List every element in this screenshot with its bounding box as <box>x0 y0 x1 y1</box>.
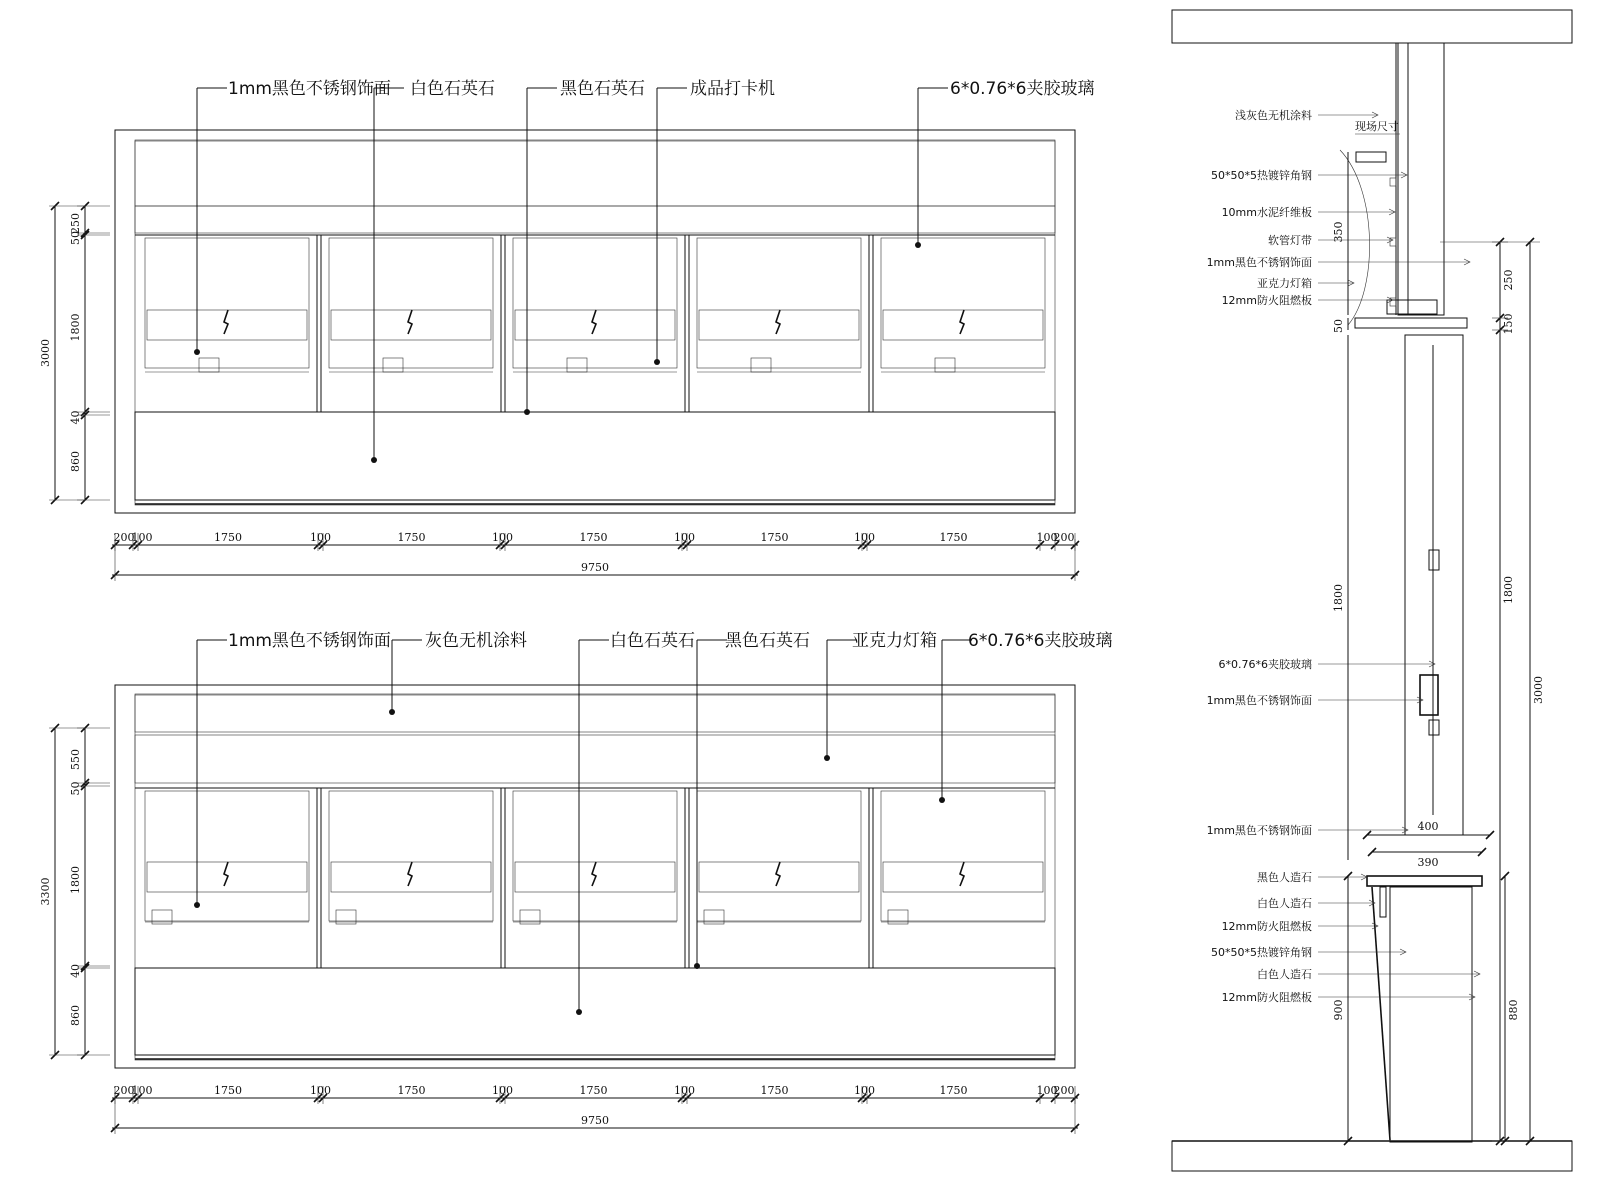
callout-label: 白色石英石 <box>410 79 495 99</box>
dim-label: 100 <box>1036 531 1058 544</box>
dim-label: 250 <box>69 213 82 234</box>
section-callout: 12mm防火阻燃板 <box>1221 991 1312 1004</box>
stone-base <box>135 968 1055 1055</box>
dim-label: 860 <box>69 451 82 472</box>
dim-label: 1750 <box>214 1084 242 1097</box>
site-dim-note: 现场尺寸 <box>1355 120 1399 133</box>
dim-label: 100 <box>674 531 695 544</box>
section-callout: 10mm水泥纤维板 <box>1221 206 1312 219</box>
squiggle-mark <box>592 310 596 334</box>
callout-label: 灰色无机涂料 <box>425 631 527 651</box>
leader-dot <box>576 1009 582 1015</box>
leader-dot <box>915 242 921 248</box>
dim-label: 1750 <box>397 1084 426 1097</box>
dim-label: 1750 <box>214 531 242 544</box>
squiggle-mark <box>408 310 412 334</box>
callout-label: 1mm黑色不锈钢饰面 <box>228 631 391 651</box>
counter-top <box>1367 876 1482 886</box>
dim-label: 200 <box>113 531 135 544</box>
outer-frame <box>115 130 1075 513</box>
section-callout: 50*50*5热镀锌角钢 <box>1211 169 1312 182</box>
dim-label: 100 <box>854 531 875 544</box>
callout-label: 成品打卡机 <box>690 79 775 99</box>
bolt <box>1390 178 1396 186</box>
ceiling-slab <box>1172 10 1572 43</box>
callout-label: 亚克力灯箱 <box>852 631 937 651</box>
dim-label: 100 <box>854 1084 875 1097</box>
callout-label: 白色石英石 <box>610 631 695 651</box>
glass-pane <box>513 791 677 921</box>
section-callout: 6*0.76*6夹胶玻璃 <box>1218 658 1312 671</box>
glass-pane <box>145 238 309 368</box>
squiggle-mark <box>960 310 964 334</box>
glass-pane <box>145 791 309 921</box>
section-callout: 12mm防火阻燃板 <box>1221 920 1312 933</box>
dim-label: 1750 <box>579 1084 608 1097</box>
dim-label: 550 <box>69 749 82 770</box>
dim-label: 40 <box>69 964 82 978</box>
dim-label: 100 <box>310 1084 331 1097</box>
section-callout: 1mm黑色不锈钢饰面 <box>1206 824 1312 837</box>
squiggle-mark <box>960 862 964 886</box>
dim-label: 100 <box>492 1084 513 1097</box>
dim-label: 390 <box>1417 856 1439 869</box>
dim-label: 50 <box>69 781 82 796</box>
section-view <box>1172 10 1572 1171</box>
leader-dot <box>694 963 700 969</box>
section-callout: 亚克力灯箱 <box>1257 277 1312 290</box>
dim-label: 40 <box>69 410 82 425</box>
leader-dot <box>654 359 660 365</box>
section-callout: 白色人造石 <box>1257 968 1312 981</box>
glazing-column <box>1405 335 1463 835</box>
leader-dot <box>524 409 530 415</box>
squiggle-mark <box>776 862 780 886</box>
glass-pane <box>697 238 861 368</box>
clamp-top <box>1429 550 1439 570</box>
dim-label: 100 <box>131 1084 153 1097</box>
dim-label: 1800 <box>69 313 82 342</box>
card-machine <box>935 358 955 372</box>
section-callout: 50*50*5热镀锌角钢 <box>1211 946 1312 959</box>
dim-label: 860 <box>69 1005 82 1026</box>
squiggle-mark <box>224 862 228 886</box>
dim-label: 1800 <box>69 866 82 894</box>
elevation-1 <box>39 79 1094 581</box>
wall-core <box>1408 43 1444 315</box>
dim-label-total: 9750 <box>581 561 609 574</box>
stone-base <box>135 412 1055 500</box>
counter-body <box>1390 887 1472 1142</box>
callout-label: 黑色石英石 <box>725 631 810 651</box>
floor-slab <box>1172 1141 1572 1171</box>
lightbox-bottom <box>1387 300 1437 314</box>
glass-pane <box>881 238 1045 368</box>
dim-label: 1800 <box>1332 584 1345 612</box>
callout-label: 6*0.76*6夹胶玻璃 <box>968 631 1113 651</box>
callout-label: 1mm黑色不锈钢饰面 <box>228 79 391 99</box>
counter-slope <box>1372 887 1390 1140</box>
glass-pane <box>329 791 493 921</box>
callout-label: 黑色石英石 <box>560 79 645 99</box>
dim-label-total: 3000 <box>1532 676 1545 704</box>
fire-board <box>1355 318 1467 328</box>
section-callout: 12mm防火阻燃板 <box>1221 294 1312 307</box>
section-callout: 黑色人造石 <box>1257 871 1312 884</box>
acrylic-lightbox-band <box>135 735 1055 783</box>
dim-label: 250 <box>1502 269 1515 291</box>
clamp-bottom <box>1429 720 1439 735</box>
inner-frame <box>135 140 1055 505</box>
dim-label: 350 <box>1332 221 1345 243</box>
section-callout: 白色人造石 <box>1257 897 1312 910</box>
card-machine <box>383 358 403 372</box>
dim-label: 1750 <box>397 531 426 544</box>
dim-label: 100 <box>310 531 331 544</box>
dim-label: 100 <box>131 531 153 544</box>
leader-dot <box>194 902 200 908</box>
squiggle-mark <box>408 862 412 886</box>
gray-coating-band <box>135 694 1055 732</box>
stone-edge <box>1380 887 1386 917</box>
angle-steel <box>1356 152 1386 162</box>
section-callout: 1mm黑色不锈钢饰面 <box>1206 694 1312 707</box>
dim-label-total: 3300 <box>39 877 52 906</box>
dim-label: 400 <box>1417 820 1439 833</box>
dim-label: 150 <box>1502 313 1515 335</box>
section-callout: 1mm黑色不锈钢饰面 <box>1206 256 1312 269</box>
dim-label: 1750 <box>939 531 968 544</box>
dim-label: 1750 <box>939 1084 968 1097</box>
dim-label: 200 <box>113 1084 135 1097</box>
squiggle-mark <box>776 310 780 334</box>
black-steel-band <box>135 206 1055 233</box>
leader-dot <box>389 709 395 715</box>
glass-pane <box>881 791 1045 921</box>
leader-dot <box>194 349 200 355</box>
dim-label: 880 <box>1507 999 1520 1021</box>
section-callout: 浅灰色无机涂料 <box>1235 109 1312 122</box>
squiggle-mark <box>224 310 228 334</box>
wall-board <box>1398 43 1408 315</box>
section-callout: 软管灯带 <box>1268 234 1312 247</box>
dim-label: 100 <box>492 531 513 544</box>
leader-dot <box>371 457 377 463</box>
dim-label: 50 <box>1332 319 1345 333</box>
card-machine <box>751 358 771 372</box>
black-steel-plate <box>1420 675 1438 715</box>
card-machine <box>567 358 587 372</box>
dim-label: 1750 <box>760 531 789 544</box>
dim-label: 100 <box>674 1084 695 1097</box>
card-machine <box>199 358 219 372</box>
ceiling-hatch-band <box>135 141 1055 206</box>
dim-label-total: 9750 <box>581 1114 609 1127</box>
elevation-2 <box>39 631 1112 1134</box>
leader-dot <box>824 755 830 761</box>
glass-pane <box>513 238 677 368</box>
dim-label: 1750 <box>760 1084 789 1097</box>
dim-label: 1750 <box>579 531 608 544</box>
glass-pane <box>697 791 861 921</box>
dim-label: 200 <box>1053 1084 1075 1097</box>
dim-label: 900 <box>1332 999 1345 1021</box>
glass-pane <box>329 238 493 368</box>
dim-label-total: 3000 <box>39 339 52 367</box>
dim-label: 1800 <box>1502 576 1515 604</box>
squiggle-mark <box>592 862 596 886</box>
callout-label: 6*0.76*6夹胶玻璃 <box>950 79 1095 99</box>
leader-dot <box>939 797 945 803</box>
dim-label: 200 <box>1053 531 1075 544</box>
dim-label: 100 <box>1036 1084 1058 1097</box>
dim-label: 50 <box>69 231 82 245</box>
